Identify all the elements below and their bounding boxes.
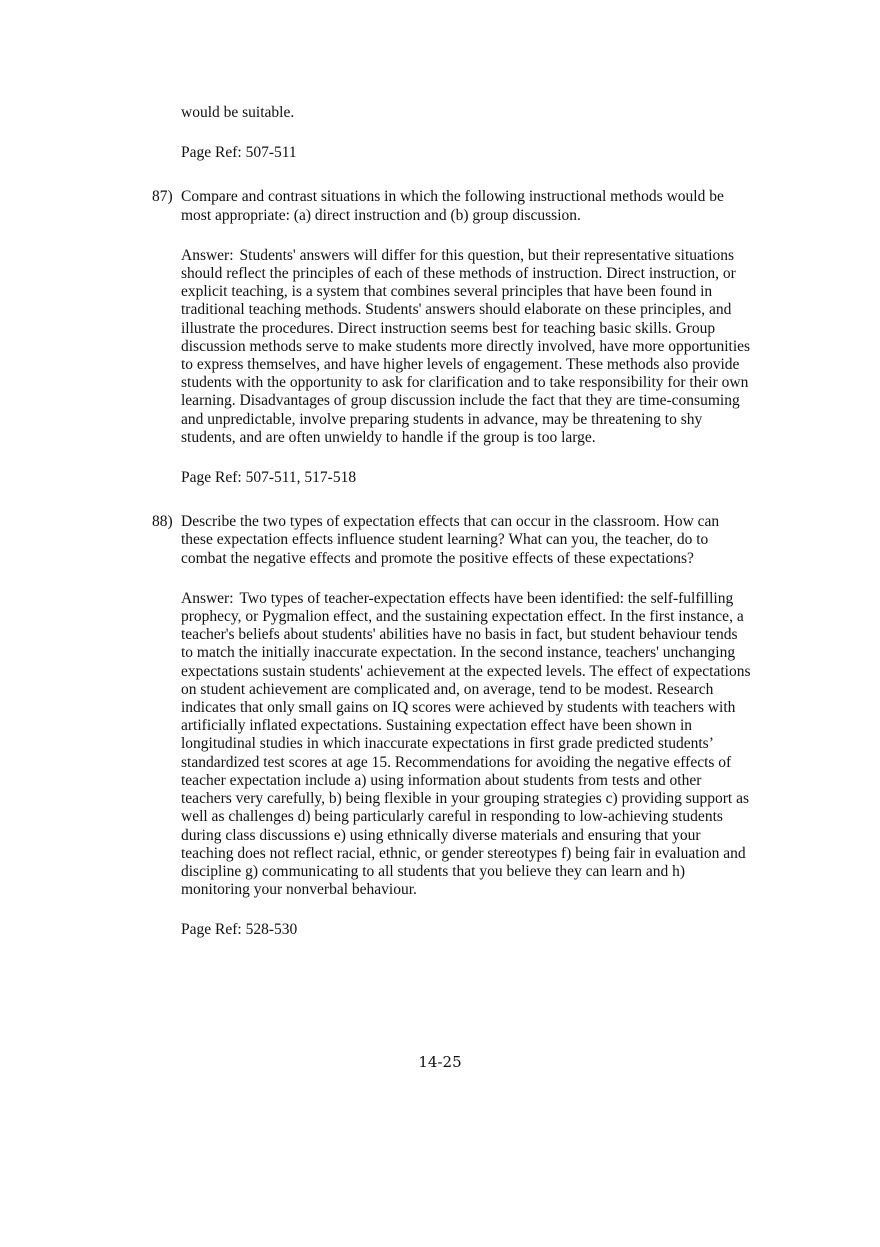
page-number: 14-25 [418, 1053, 462, 1071]
question-number: 87) [152, 188, 173, 206]
answer-text: Two types of teacher-expectation effects have been identified: the self-fulfilling prophecy, or Pygmalion effect, and the sustaining expectation effect. In the first instance, a teacher's beliefs about students' abilities have no basis in fact, but student behaviour tends to match the initially inaccurate expectation. In the second instance, teachers' unchanging expectations sustain students' achievement at the expected levels. The effect of expectations on student achievement are complicated and, on average, tend to be modest. Research indicates that only small gains on IQ scores were achieved by students with teachers with artificially inflated expectations. Sustaining expectation effect have been shown in longitudinal studies in which inaccurate expectations in first grade predicted students’ standardized test scores at age 15. Recommendations for avoiding the negative effects of teacher expectation include a) using information about students from tests and other teachers very carefully, b) being flexible in your grouping strategies c) providing support as well as challenges d) being particularly careful in responding to low-achieving students during class discussions e) using ethnically diverse materials and ensuring that your teaching does not reflect racial, ethnic, or gender stereotypes f) being fair in evaluation and discipline g) communicating to all students that you believe they can learn and h) monitoring your nonverbal behaviour. [181, 589, 751, 899]
page-ref-88: Page Ref: 528-530 [181, 921, 298, 939]
page-ref-intro: Page Ref: 507-511 [181, 144, 297, 162]
answer-text: Students' answers will differ for this question, but their representative situations should reflect the principles of each of these methods of instruction. Direct instruction, or explicit teaching, is a system that combines several principles that have been found in traditional teaching methods. Students' answers should elaborate on these principles, and illustrate the procedures. Direct instruction seems best for teaching basic skills. Group discussion methods serve to make students more directly involved, have more opportunities to express themselves, and have higher levels of engagement. These methods also provide students with the opportunity to ask for clarification and to take responsibility for their own learning. Disadvantages of group discussion include the fact that they are time-consuming and unpredictable, involve preparing students in advance, may be threatening to shy students, and are often unwieldy to handle if the group is too large. [181, 246, 751, 446]
answer-label: Answer: [181, 246, 234, 264]
answer-87 [181, 247, 752, 447]
question-number: 88) [152, 513, 173, 531]
answer-88 [181, 590, 752, 899]
question-87 [152, 188, 752, 224]
page-content [152, 104, 752, 940]
question-text: Compare and contrast situations in which the following instructional methods would be most appropriate: (a) direct instruction and (b) group discussion. [181, 188, 724, 224]
page-ref-87: Page Ref: 507-511, 517-518 [181, 469, 357, 487]
question-88 [152, 513, 752, 568]
question-text: Describe the two types of expectation effects that can occur in the classroom. How can these expectation effects influence student learning? What can you, the teacher, do to combat the negative effects and promote the positive effects of these expectations? [181, 513, 720, 567]
answer-label: Answer: [181, 589, 234, 607]
continuation-text: would be suitable. [181, 104, 295, 121]
